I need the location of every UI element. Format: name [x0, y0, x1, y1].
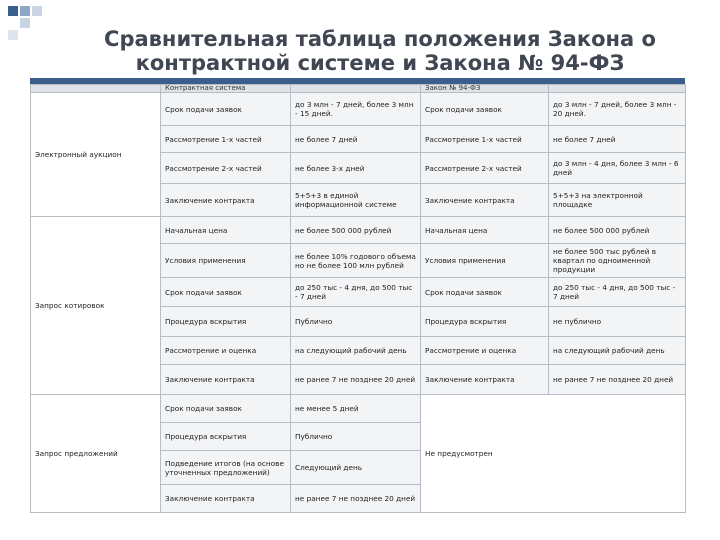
value-cell: не более 7 дней — [291, 126, 421, 153]
table-row — [31, 93, 686, 126]
value94-cell: до 3 млн - 7 дней, более 3 млн - 20 дней. — [549, 93, 686, 126]
value-cell: не более 500 000 рублей — [291, 217, 421, 244]
value-cell: не ранее 7 не позднее 20 дней — [291, 365, 421, 395]
table-row — [31, 217, 686, 244]
header-cell: Контрактная система — [161, 85, 291, 93]
param-cell: Процедура вскрытия — [161, 423, 291, 451]
value94-cell: не более 7 дней — [549, 126, 686, 153]
value-cell: Следующий день — [291, 451, 421, 485]
param94-cell: Заключение контракта — [421, 184, 549, 217]
value94-cell: не ранее 7 не позднее 20 дней — [549, 365, 686, 395]
param-cell: Срок подачи заявок — [161, 93, 291, 126]
square-icon — [8, 30, 18, 40]
param-cell: Заключение контракта — [161, 365, 291, 395]
value-cell: до 250 тыс - 4 дня, до 500 тыс - 7 дней — [291, 278, 421, 307]
group-label: Запрос предложений — [31, 395, 161, 513]
table-header-row — [31, 85, 686, 93]
value-cell: Публично — [291, 307, 421, 337]
param-cell: Рассмотрение и оценка — [161, 337, 291, 365]
param-cell: Заключение контракта — [161, 184, 291, 217]
param94-cell: Процедура вскрытия — [421, 307, 549, 337]
value-cell: не менее 5 дней — [291, 395, 421, 423]
param94-cell: Срок подачи заявок — [421, 278, 549, 307]
value94-cell: не более 500 тыс рублей в квартал по одноименной продукции — [549, 244, 686, 278]
param-cell: Подведение итогов (на основе уточненных предложений) — [161, 451, 291, 485]
square-icon — [20, 18, 30, 28]
header-cell — [291, 85, 421, 93]
value94-cell: не более 500 000 рублей — [549, 217, 686, 244]
value-cell: Публично — [291, 423, 421, 451]
slide-title — [60, 26, 700, 76]
param-cell: Начальная цена — [161, 217, 291, 244]
value94-cell: 5+5+3 на электронной площадке — [549, 184, 686, 217]
group-label: Запрос котировок — [31, 217, 161, 395]
header-cell — [31, 85, 161, 93]
value-cell: не более 10% годового объема но не более 100 млн рублей — [291, 244, 421, 278]
param-cell: Заключение контракта — [161, 485, 291, 513]
comparison-table — [30, 84, 686, 513]
param-cell: Срок подачи заявок — [161, 278, 291, 307]
header-cell — [549, 85, 686, 93]
param94-cell: Рассмотрение 2-х частей — [421, 153, 549, 184]
param94-cell: Рассмотрение и оценка — [421, 337, 549, 365]
value-cell: не более 3-х дней — [291, 153, 421, 184]
slide-title-line1: Сравнительная таблица положения Закона о — [104, 27, 656, 51]
value-cell: 5+5+3 в единой информационной системе — [291, 184, 421, 217]
value94-cell: до 3 млн - 4 дня, более 3 млн - 6 дней — [549, 153, 686, 184]
param94-cell: Заключение контракта — [421, 365, 549, 395]
value-cell: на следующий рабочий день — [291, 337, 421, 365]
param-cell: Процедура вскрытия — [161, 307, 291, 337]
value-cell: до 3 млн - 7 дней, более 3 млн - 15 дней. — [291, 93, 421, 126]
not-provided-cell: Не предусмотрен — [421, 395, 686, 513]
param-cell: Условия применения — [161, 244, 291, 278]
table-row — [31, 395, 686, 423]
value-cell: не ранее 7 не позднее 20 дней — [291, 485, 421, 513]
square-icon — [32, 6, 42, 16]
slide-title-line2: контрактной системе и Закона № 94-ФЗ — [135, 51, 625, 75]
group-label: Электронный аукцион — [31, 93, 161, 217]
param-cell: Рассмотрение 1-х частей — [161, 126, 291, 153]
value94-cell: не публично — [549, 307, 686, 337]
param94-cell: Срок подачи заявок — [421, 93, 549, 126]
value94-cell: до 250 тыс - 4 дня, до 500 тыс - 7 дней — [549, 278, 686, 307]
param94-cell: Начальная цена — [421, 217, 549, 244]
square-icon — [20, 6, 30, 16]
header-cell: Закон № 94-ФЗ — [421, 85, 549, 93]
param94-cell: Условия применения — [421, 244, 549, 278]
square-icon — [8, 6, 18, 16]
param94-cell: Рассмотрение 1-х частей — [421, 126, 549, 153]
param-cell: Срок подачи заявок — [161, 395, 291, 423]
value94-cell: на следующий рабочий день — [549, 337, 686, 365]
param-cell: Рассмотрение 2-х частей — [161, 153, 291, 184]
